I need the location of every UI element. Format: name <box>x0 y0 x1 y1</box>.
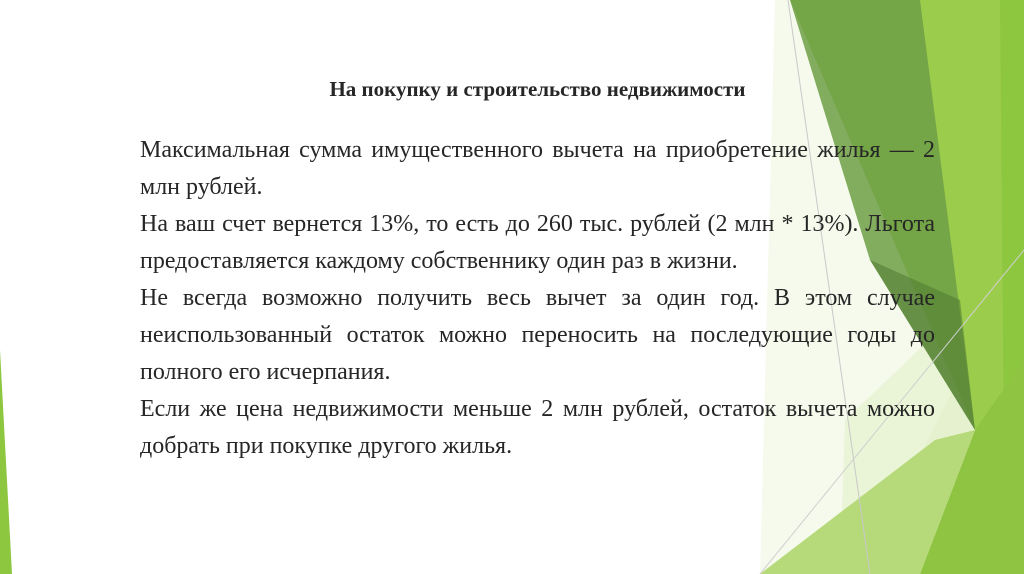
left-green-facet <box>0 350 12 574</box>
paragraph-carryover: Не всегда возможно получить весь вычет за один год. В этом случае неиспользованный остаток можно переносить на последующие годы до полного его исчерпания. <box>140 285 935 385</box>
paragraph-refund: На ваш счет вернется 13%, то есть до 260 тыс. рублей (2 млн * 13%). Льгота предоставляется каждому собственнику один раз в жизни. <box>140 211 935 274</box>
paragraph-max-deduction: Максимальная сумма имущественного вычета на приобретение жилья — 2 млн рублей. <box>140 137 935 200</box>
paragraph-remainder: Если же цена недвижимости меньше 2 млн рублей, остаток вычета можно добрать при покупке другого жилья. <box>140 396 935 459</box>
slide-title: На покупку и строительство недвижимости <box>329 77 746 101</box>
slide-content <box>140 72 935 465</box>
